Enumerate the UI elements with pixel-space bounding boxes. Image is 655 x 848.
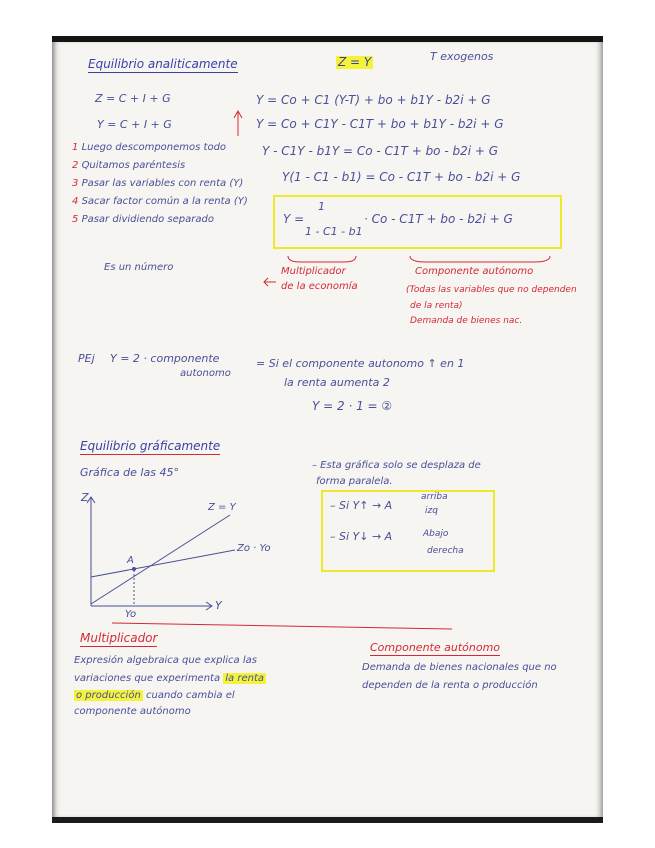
example-calculation: Y = 2 · 1 = ②: [312, 399, 393, 413]
step-5: 5 Pasar dividiendo separado: [72, 214, 214, 225]
example-description-2: la renta aumenta 2: [284, 376, 390, 389]
shift-rule-up-b: izq: [425, 506, 438, 516]
shift-rule-up: – Si Y↑ → A: [330, 499, 393, 512]
graph-axis-y-label: Y: [215, 599, 222, 612]
shift-rule-down-a: Abajo: [423, 529, 449, 539]
graph-y0-label: Yo: [125, 609, 137, 620]
note-componente-3: de la renta): [410, 301, 463, 311]
definition-componente-title: Componente autónomo: [370, 642, 500, 656]
red-divider-line: [112, 623, 452, 629]
equation-y: Y = C + I + G: [97, 118, 172, 131]
step-1: 1 Luego descomponemos todo: [72, 142, 227, 153]
equilibrium-point-marker: [132, 567, 136, 571]
note-componente-1: Componente autónomo: [415, 266, 534, 277]
definition-multiplicador-line-2: variaciones que experimenta la renta: [74, 673, 265, 684]
derivation-step-3: Y - C1Y - b1Y = Co - C1T + bo - b2i + G: [262, 144, 499, 158]
note-multiplicador-1: Multiplicador: [281, 266, 346, 277]
equation-z: Z = C + I + G: [95, 92, 171, 105]
step-3: 3 Pasar las variables con renta (Y): [72, 178, 244, 189]
shift-rule-up-a: arriba: [421, 492, 448, 502]
step-4: 4 Sacar factor común a la renta (Y): [72, 196, 248, 207]
derivation-step-2: Y = Co + C1Y - C1T + bo + b1Y - b2i + G: [256, 117, 504, 131]
example-description-1: = Si el componente autonomo ↑ en 1: [256, 357, 465, 370]
note-multiplicador-2: de la economía: [281, 281, 358, 292]
definition-multiplicador-line-4: componente autónomo: [74, 706, 191, 717]
graph-line-45-label: Z = Y: [208, 502, 236, 513]
final-formula-denominator: 1 - C1 - b1: [305, 225, 363, 238]
exogenous-note: T exogenos: [430, 50, 494, 63]
line-45-degrees: [91, 515, 230, 604]
graph-line-z0-label: Zo · Yo: [237, 543, 271, 554]
graph-axis-z-label: Z: [81, 491, 89, 504]
section-title-analitico: Equilibrio analiticamente: [88, 58, 238, 73]
red-brace-component: [410, 256, 550, 262]
example-equation: Y = 2 · componente: [110, 352, 220, 365]
graph-subtitle: Gráfica de las 45°: [80, 466, 179, 479]
shift-rule-down-b: derecha: [427, 546, 464, 556]
red-brace-multiplier: [288, 256, 356, 262]
graph-note-2: forma paralela.: [316, 476, 393, 487]
note-componente-2: (Todas las variables que no dependen: [406, 285, 577, 295]
final-formula-numerator: 1: [318, 200, 325, 213]
example-equation-2: autonomo: [180, 368, 231, 379]
definition-multiplicador-line-1: Expresión algebraica que explica las: [74, 655, 257, 666]
definition-multiplicador-title: Multiplicador: [80, 632, 157, 647]
final-formula-rhs: · Co - C1T + bo - b2i + G: [364, 212, 513, 226]
derivation-step-1: Y = Co + C1 (Y-T) + bo + b1Y - b2i + G: [256, 93, 491, 107]
section-title-grafico: Equilibrio gráficamente: [80, 440, 220, 455]
example-prefix: PEj: [78, 352, 95, 365]
line-z0: [91, 550, 235, 577]
step-2: 2 Quitamos paréntesis: [72, 160, 186, 171]
shift-rule-down: – Si Y↓ → A: [330, 530, 393, 543]
final-formula-lhs: Y =: [283, 212, 305, 226]
graph-point-label: A: [127, 555, 134, 566]
definition-multiplicador-line-3: o producción cuando cambia el: [76, 690, 235, 701]
definition-componente-line-1: Demanda de bienes nacionales que no: [362, 662, 557, 673]
graph-note-1: – Esta gráfica solo se desplaza de: [312, 460, 481, 471]
derivation-step-4: Y(1 - C1 - b1) = Co - C1T + bo - b2i + G: [282, 170, 521, 184]
note-componente-4: Demanda de bienes nac.: [410, 316, 523, 326]
definition-componente-line-2: dependen de la renta o producción: [362, 680, 538, 691]
highlighted-equation: Z = Y: [338, 55, 372, 69]
note-es-un-numero: Es un número: [104, 262, 174, 273]
